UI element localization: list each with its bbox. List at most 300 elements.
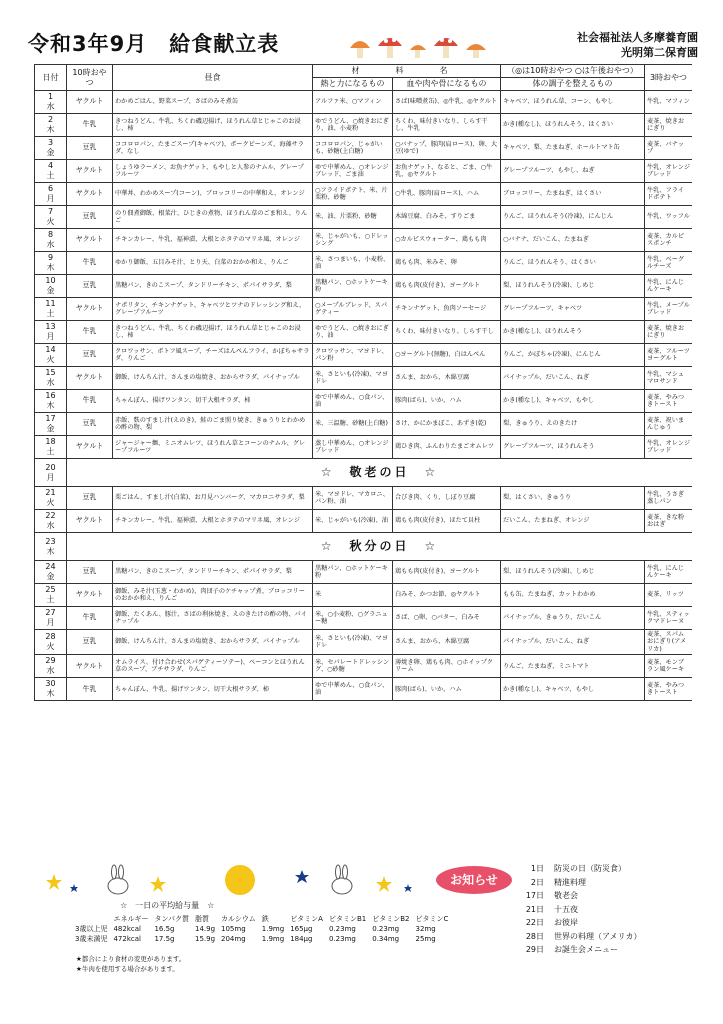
notice-badge-text: お知らせ: [450, 873, 498, 887]
events-list: [510, 862, 641, 957]
nutrition-cell: 3歳以上児: [75, 925, 108, 933]
energy-cell: 米、さといも(冷凍)、マヨドレ: [313, 630, 393, 655]
regulate-cell: りんご、たまねぎ、ミニトマト: [501, 655, 645, 678]
pm-snack-cell: 麦茶、リッツ: [645, 584, 693, 607]
weekday: 金: [46, 286, 55, 295]
lunch-cell: チキンカレー、牛乳、福神漬、大根とホタテのマリネ風、オレンジ: [113, 229, 313, 252]
regulate-cell: ブロッコリー、たまねぎ、はくさい: [501, 183, 645, 206]
nutrition-header: エネルギー: [113, 915, 149, 923]
energy-cell: ゆで中華めん、○食パン、油: [313, 390, 393, 413]
event-label: 防災の日（防災食）: [554, 864, 626, 873]
body-cell: 木綿豆腐、白みそ、すりごま: [393, 206, 501, 229]
am-snack-cell: 豆乳: [67, 137, 113, 160]
energy-cell: 米、さつまいも、小麦粉、油: [313, 252, 393, 275]
lunch-cell: 赤飯、麩のすまし汁(えのき)、鮭のごま照り焼き、きゅうりとわかめの酢の物、梨: [113, 413, 313, 436]
lunch-cell: ナポリタン、チキンナゲット、キャベツとツナのドレッシング和え、グレープフルーツ: [113, 298, 313, 321]
regulate-cell: パイナップル、だいこん、ねぎ: [501, 367, 645, 390]
body-cell: ○カルピスウォーター、鶏もも肉: [393, 229, 501, 252]
regulate-cell: 梨、はくさい、きゅうり: [501, 487, 645, 510]
body-cell: 白みそ、かつお節、◎ヤクルト: [393, 584, 501, 607]
regulate-cell: りんご、かぼちゃ(冷凍)、にんじん: [501, 344, 645, 367]
day-number: 30: [45, 679, 56, 689]
menu-row: [35, 183, 693, 206]
nutrition-cell: 184μg: [290, 935, 313, 943]
pm-snack-cell: 牛乳、うさぎ蒸しパン: [645, 487, 693, 510]
am-snack-cell: 牛乳: [67, 607, 113, 630]
regulate-cell: パイナップル、きゅうり、だいこん: [501, 607, 645, 630]
pm-snack-cell: 麦茶、やみつきトースト: [645, 678, 693, 701]
regulate-cell: キャベツ、梨、たまねぎ、ホールトマト缶: [501, 137, 645, 160]
weekday: 水: [46, 240, 55, 249]
lunch-cell: ゆかり御飯、五目みそ汁、とり天、白菜のおかか和え、りんご: [113, 252, 313, 275]
am-snack-cell: ヤクルト: [67, 367, 113, 390]
weekday: 木: [46, 689, 55, 699]
date-cell: [35, 561, 67, 584]
menu-row: [35, 206, 693, 229]
date-cell: [35, 298, 67, 321]
am-snack-cell: 豆乳: [67, 206, 113, 229]
menu-row: [35, 510, 693, 533]
regulate-cell: 梨、ほうれんそう(冷凍)、しめじ: [501, 275, 645, 298]
nutrition-cell: 25mg: [415, 935, 436, 943]
regulate-cell: かき(種なし)、ほうれんそう、はくさい: [501, 114, 645, 137]
date-cell: [35, 678, 67, 701]
nutrition-header-row: [72, 914, 451, 924]
pm-snack-cell: 牛乳、ベーグルチーズ: [645, 252, 693, 275]
date-cell: [35, 655, 67, 678]
body-cell: お魚ナゲット、なると、ごま、○牛乳、◎ヤクルト: [393, 160, 501, 183]
date-cell: [35, 321, 67, 344]
nutrition-cell: 15.9g: [194, 935, 216, 943]
nutrition-title: ☆ 一日の平均給与量 ☆: [120, 901, 215, 910]
lunch-cell: 中華丼、わかめスープ(コーン)、ブロッコリーの中華和え、オレンジ: [113, 183, 313, 206]
weekday: 水: [46, 521, 55, 530]
day-number: 29: [45, 656, 56, 666]
nutrition-header: ビタミンC: [415, 915, 449, 923]
energy-cell: 米: [313, 584, 393, 607]
day-number: 14: [45, 345, 56, 354]
day-number: 25: [45, 585, 56, 594]
lunch-cell: 御飯、けんちん汁、さんまの塩焼き、おからサラダ、パイナップル: [113, 367, 313, 390]
energy-cell: ゆで中華めん、○食パン、油: [313, 678, 393, 701]
am-snack-cell: 豆乳: [67, 275, 113, 298]
pm-snack-cell: 麦茶、モンブラン風ケーキ: [645, 655, 693, 678]
regulate-cell: グレープフルーツ、キャベツ: [501, 298, 645, 321]
date-cell: [35, 206, 67, 229]
am-snack-cell: ヤクルト: [67, 436, 113, 459]
body-cell: さば、○卵、○バター、白みそ: [393, 607, 501, 630]
energy-cell: 米、○小麦粉、○グラニュー糖: [313, 607, 393, 630]
rabbits-moon-decoration-icon: [40, 862, 420, 898]
am-snack-cell: ヤクルト: [67, 298, 113, 321]
pm-snack-cell: 麦茶、カルピスポンチ: [645, 229, 693, 252]
menu-row: [35, 390, 693, 413]
body-cell: 豚肉(ばら)、いか、ハム: [393, 678, 501, 701]
nutrition-cell: 32mg: [415, 925, 436, 933]
energy-cell: 黒糖パン、○ホットケーキ粉: [313, 275, 393, 298]
am-snack-cell: ヤクルト: [67, 160, 113, 183]
lunch-cell: 黒糖パン、きのこスープ、タンドリーチキン、ポパイサラダ、梨: [113, 275, 313, 298]
body-cell: 合びき肉、くり、しぼり豆腐: [393, 487, 501, 510]
menu-row: [35, 275, 693, 298]
nutrition-header: 鉄: [261, 915, 269, 923]
am-snack-cell: ヤクルト: [67, 655, 113, 678]
weekday: 金: [46, 148, 55, 157]
day-number: 16: [45, 391, 56, 400]
date-cell: [35, 533, 67, 561]
menu-row: [35, 436, 693, 459]
regulate-cell: りんご、ほうれんそう(冷凍)、にんじん: [501, 206, 645, 229]
body-cell: ちくわ、味付きいなり、しらす干し: [393, 321, 501, 344]
date-cell: [35, 584, 67, 607]
pm-snack-cell: 牛乳、スティックマドレーヌ: [645, 607, 693, 630]
body-cell: ちくわ、味付きいなり、しらす干し、牛乳: [393, 114, 501, 137]
weekday: 土: [46, 171, 55, 180]
weekday: 金: [46, 572, 55, 581]
body-cell: 鶏もも肉(皮付き)、ほたて貝柱: [393, 510, 501, 533]
day-number: 21: [45, 488, 56, 497]
event-day: 17日: [525, 891, 544, 900]
lunch-cell: ココロロパン、たまごスープ(キャベツ)、ポークビーンズ、海藻サラダ、なし: [113, 137, 313, 160]
regulate-cell: キャベツ、ほうれん草、コーン、もやし: [501, 91, 645, 114]
energy-cell: ○メープルブレッド、スパゲティー: [313, 298, 393, 321]
date-cell: [35, 367, 67, 390]
am-snack-cell: 牛乳: [67, 321, 113, 344]
pm-snack-cell: 牛乳、マフィン: [645, 91, 693, 114]
energy-cell: ココロロパン、じゃがいも、砂糖(上白糖): [313, 137, 393, 160]
date-cell: [35, 114, 67, 137]
day-number: 1: [47, 92, 54, 101]
date-cell: [35, 630, 67, 655]
col-materials-note: （◎は10時おやつ ○は午後おやつ）: [501, 65, 645, 78]
pm-snack-cell: 牛乳、オレンジブレッド: [645, 436, 693, 459]
body-cell: 鶏もも肉(皮付き)、ヨーグルト: [393, 561, 501, 584]
am-snack-cell: 牛乳: [67, 252, 113, 275]
nutrition-cell: 17.5g: [154, 935, 175, 943]
event-day: 22日: [525, 918, 544, 927]
menu-table: [34, 64, 692, 701]
am-snack-cell: 牛乳: [67, 678, 113, 701]
nutrition-header: タンパク質: [154, 915, 189, 923]
event-label: 十五夜: [554, 904, 578, 914]
nutrition-header: ビタミンB2: [372, 915, 410, 923]
day-number: 11: [45, 299, 56, 308]
menu-row: [35, 344, 693, 367]
date-cell: [35, 436, 67, 459]
event-item: [510, 889, 641, 903]
event-label: 精進料理: [554, 877, 586, 887]
col-date: 日付: [35, 65, 67, 91]
day-number: 28: [45, 632, 56, 642]
event-label: お誕生会メニュー: [554, 945, 618, 954]
pm-snack-cell: 牛乳、ワッフル: [645, 206, 693, 229]
pm-snack-cell: 牛乳、メープルブレッド: [645, 298, 693, 321]
day-number: 15: [45, 368, 56, 377]
date-cell: [35, 607, 67, 630]
lunch-cell: チキンカレー、牛乳、福神漬、大根とホタテのマリネ風、オレンジ: [113, 510, 313, 533]
regulate-cell: だいこん、たまねぎ、オレンジ: [501, 510, 645, 533]
menu-row: [35, 321, 693, 344]
pm-snack-cell: 麦茶、焼きおにぎり: [645, 114, 693, 137]
menu-table-wrap: [34, 64, 692, 851]
event-day: 29日: [525, 945, 544, 954]
regulate-cell: ○バナナ、だいこん、たまねぎ: [501, 229, 645, 252]
lunch-cell: 御飯、けんちん汁、さんまの塩焼き、おからサラダ、パイナップル: [113, 630, 313, 655]
date-cell: [35, 229, 67, 252]
regulate-cell: もも缶、たまねぎ、カットわかめ: [501, 584, 645, 607]
am-snack-cell: 豆乳: [67, 561, 113, 584]
menu-row: [35, 137, 693, 160]
event-day: 21日: [525, 904, 544, 914]
weekday: 水: [46, 102, 55, 111]
pm-snack-cell: 牛乳、マシュマロサンド: [645, 367, 693, 390]
weekday: 火: [46, 355, 55, 364]
page-title: 令和3年9月 給食献立表: [28, 32, 280, 56]
body-cell: 鶏もも肉、米みそ、卵: [393, 252, 501, 275]
am-snack-cell: ヤクルト: [67, 91, 113, 114]
nutrition-header: 脂質: [194, 915, 209, 923]
weekday: 月: [46, 332, 55, 341]
body-cell: チキンナゲット、魚肉ソーセージ: [393, 298, 501, 321]
am-snack-cell: 豆乳: [67, 413, 113, 436]
event-day: 2日: [530, 877, 544, 887]
nutrition-cell: 0.23mg: [372, 925, 400, 933]
am-snack-cell: ヤクルト: [67, 584, 113, 607]
pm-snack-cell: 牛乳、オレンジブレッド: [645, 160, 693, 183]
notice-badge-icon: [434, 864, 516, 896]
nutrition-cell: 482kcal: [113, 925, 141, 933]
event-day: 1日: [530, 864, 544, 873]
date-cell: [35, 344, 67, 367]
energy-cell: 米、じゃがいも、○ドレッシング: [313, 229, 393, 252]
pm-snack-cell: 麦茶、祝いまんじゅう: [645, 413, 693, 436]
note-line: ★都合により食材の変更があります。: [76, 955, 186, 963]
date-cell: [35, 487, 67, 510]
nutrition-cell: 204mg: [221, 935, 246, 943]
org-line-1: 社会福祉法人多摩養育園: [577, 31, 698, 44]
regulate-cell: かき(種なし)、キャベツ、もやし: [501, 390, 645, 413]
date-cell: [35, 91, 67, 114]
day-number: 17: [45, 414, 56, 423]
menu-row: [35, 229, 693, 252]
nutrition-cell: 14.9g: [194, 925, 216, 933]
pm-snack-cell: 牛乳、フライドポテト: [645, 183, 693, 206]
mushroom-decoration-icon: [344, 32, 494, 62]
nutrition-header: ビタミンB1: [328, 915, 367, 923]
nutrition-cell: 165μg: [290, 925, 313, 933]
date-cell: [35, 160, 67, 183]
date-cell: [35, 459, 67, 487]
nutrition-cell: 0.23mg: [328, 925, 356, 933]
lunch-cell: ジャージャー麺、ミニオムレツ、ほうれん草とコーンのナムル、グレープフルーツ: [113, 436, 313, 459]
nutrition-cell: 105mg: [221, 925, 246, 933]
nutrition-cell: 0.23mg: [328, 935, 356, 943]
nutrition-cell: 3歳未満児: [75, 935, 108, 943]
menu-row: [35, 678, 693, 701]
event-label: 世界の料理（アメリカ）: [554, 931, 642, 941]
energy-cell: ○フライドポテト、米、片栗粉、砂糖: [313, 183, 393, 206]
weekday: 火: [46, 217, 55, 226]
event-item: [510, 930, 641, 944]
lunch-cell: きつねうどん、牛乳、ちくわ磯辺揚げ、ほうれん草とじゃこのお浸し、柿: [113, 321, 313, 344]
holiday-name: ☆ 秋分の日 ☆: [67, 533, 693, 561]
lunch-cell: しょうゆラーメン、お魚ナゲット、もやしと人参のナムル、グレープフルーツ: [113, 160, 313, 183]
lunch-cell: きつねうどん、牛乳、ちくわ磯辺揚げ、ほうれん草とじゃこのお浸し、柿: [113, 114, 313, 137]
nutrition-row: [72, 924, 451, 934]
title-row: [28, 28, 698, 64]
weekday: 火: [46, 642, 55, 652]
date-cell: [35, 137, 67, 160]
body-cell: 鶏ひき肉、ふんわりたまごオムレツ: [393, 436, 501, 459]
lunch-cell: 栗ごはん、すまし汁(白菜)、お月見ハンバーグ、マカロニサラダ、梨: [113, 487, 313, 510]
energy-cell: 米、じゃがいも(冷凍)、油: [313, 510, 393, 533]
menu-row: [35, 655, 693, 678]
body-cell: ○牛乳、豚肉(肩ロース)、ハム: [393, 183, 501, 206]
holiday-row: [35, 459, 693, 487]
lunch-cell: オムライス、付け合わせ(スパゲティーソテー)、ベーコンとほうれん草のスープ、ブチサラダ、りんご: [113, 655, 313, 678]
menu-row: [35, 367, 693, 390]
energy-cell: ゆでうどん、○焼きおにぎり、油: [313, 321, 393, 344]
date-cell: [35, 510, 67, 533]
lunch-cell: クロワッサン、ポトフ風スープ、チーズはんぺんフライ、かぼちゃサラダ、りんご: [113, 344, 313, 367]
weekday: 木: [46, 401, 55, 410]
day-number: 22: [45, 511, 56, 520]
day-number: 23: [45, 536, 56, 546]
nutrition-header: カルシウム: [221, 915, 256, 923]
date-cell: [35, 413, 67, 436]
body-cell: さんま、おから、木綿豆腐: [393, 630, 501, 655]
menu-row: [35, 160, 693, 183]
weekday: 木: [46, 546, 55, 556]
energy-cell: 米、さといも(冷凍)、マヨドレ: [313, 367, 393, 390]
col-group-body: 血や肉や骨になるもの: [393, 78, 501, 91]
energy-cell: 米、油、片栗粉、砂糖: [313, 206, 393, 229]
col-am-snack: 10時おやつ: [67, 65, 113, 91]
event-item: [510, 862, 641, 876]
day-number: 8: [47, 230, 54, 239]
day-number: 24: [45, 562, 56, 571]
lunch-cell: 黒糖パン、きのこスープ、タンドリーチキン、ポパイサラダ、梨: [113, 561, 313, 584]
energy-cell: ゆでうどん、○焼きおにぎり、油、小麦粉: [313, 114, 393, 137]
day-number: 10: [45, 276, 56, 285]
org-line-2: 光明第二保育園: [621, 46, 698, 59]
footer: [40, 862, 690, 1012]
body-cell: さば(味噌煮缶)、◎牛乳、◎ヤクルト: [393, 91, 501, 114]
am-snack-cell: ヤクルト: [67, 183, 113, 206]
weekday: 木: [46, 263, 55, 272]
energy-cell: 蒸し中華めん、○オレンジブレッド: [313, 436, 393, 459]
energy-cell: 米、セパレートドレッシング、○砂糖: [313, 655, 393, 678]
body-cell: 豚肉(ばら)、いか、ハム: [393, 390, 501, 413]
am-snack-cell: ヤクルト: [67, 510, 113, 533]
menu-row: [35, 584, 693, 607]
date-cell: [35, 275, 67, 298]
regulate-cell: パイナップル、だいこん、ねぎ: [501, 630, 645, 655]
weekday: 水: [46, 378, 55, 387]
body-cell: さんま、おから、木綿豆腐: [393, 367, 501, 390]
weekday: 月: [46, 194, 55, 203]
lunch-cell: 御飯、みそ汁(玉葱・わかめ)、肉団子のケチャップ煮、ブロッコリーのおかか和え、りんご: [113, 584, 313, 607]
event-day: 28日: [525, 931, 544, 941]
col-group-regulate: 体の調子を整えるもの: [501, 78, 645, 91]
weekday: 火: [46, 498, 55, 507]
day-number: 18: [45, 437, 56, 446]
day-number: 3: [47, 138, 54, 147]
menu-row: [35, 487, 693, 510]
pm-snack-cell: 麦茶、焼きおにぎり: [645, 321, 693, 344]
pm-snack-cell: 麦茶、きな粉おはぎ: [645, 510, 693, 533]
weekday: 土: [46, 447, 55, 456]
event-label: お彼岸: [554, 918, 578, 927]
col-group-energy: 熱と力になるもの: [313, 78, 393, 91]
pm-snack-cell: 麦茶、バナップ: [645, 137, 693, 160]
weekday: 水: [46, 666, 55, 676]
pm-snack-cell: 麦茶、スパムおにぎり(アメリカ): [645, 630, 693, 655]
organization-name: [577, 30, 698, 60]
am-snack-cell: 豆乳: [67, 487, 113, 510]
lunch-cell: ちゃんぽん、牛乳、揚げワンタン、切干大根サラダ、柿: [113, 678, 313, 701]
menu-row: [35, 298, 693, 321]
energy-cell: 黒糖パン、○ホットケーキ粉: [313, 561, 393, 584]
day-number: 7: [47, 207, 54, 216]
pm-snack-cell: 麦茶、やみつきトースト: [645, 390, 693, 413]
holiday-row: [35, 533, 693, 561]
weekday: 土: [46, 309, 55, 318]
energy-cell: 米、マヨドレ、マカロニ、パン粉、油: [313, 487, 393, 510]
body-cell: ○ヨーグルト(無糖)、白はんぺん: [393, 344, 501, 367]
energy-cell: ゆで中華めん、○オレンジブレッド、ごま油: [313, 160, 393, 183]
menu-row: [35, 607, 693, 630]
lunch-cell: 御飯、たくあん、豚汁、さばの利休焼き、えのきたけの酢の物、パイナップル: [113, 607, 313, 630]
col-pm-snack: 3時おやつ: [645, 65, 693, 91]
col-materials: 材 料 名: [313, 65, 501, 78]
day-number: 2: [47, 115, 54, 124]
nutrition-cell: 1.9mg: [261, 925, 285, 933]
body-cell: ○バナップ、豚肉(肩ロース)、卵、大豆(ゆで): [393, 137, 501, 160]
day-number: 4: [47, 161, 54, 170]
day-number: 27: [45, 608, 56, 617]
am-snack-cell: 牛乳: [67, 114, 113, 137]
col-lunch: 昼食: [113, 65, 313, 91]
pm-snack-cell: 牛乳、にんじんケーキ: [645, 561, 693, 584]
nutrition-header: ビタミンA: [290, 915, 323, 923]
weekday: 土: [46, 595, 55, 604]
weekday: 木: [46, 125, 55, 134]
nutrition-table: [72, 914, 451, 944]
day-number: 13: [45, 322, 56, 331]
am-snack-cell: 豆乳: [67, 630, 113, 655]
holiday-name: ☆ 敬老の日 ☆: [67, 459, 693, 487]
nutrition-cell: 472kcal: [113, 935, 141, 943]
weekday: 月: [46, 618, 55, 627]
notes: [76, 954, 185, 974]
regulate-cell: グレープフルーツ、ほうれんそう: [501, 436, 645, 459]
date-cell: [35, 390, 67, 413]
weekday: 金: [46, 424, 55, 433]
lunch-cell: のり佃煮御飯、根菜汁、ひじきの煮物、ほうれん草のごま和え、りんご: [113, 206, 313, 229]
am-snack-cell: 牛乳: [67, 390, 113, 413]
nutrition-header: [72, 914, 110, 924]
energy-cell: 米、三温糖、砂糖(上白糖): [313, 413, 393, 436]
regulate-cell: グレープフルーツ、もやし、ねぎ: [501, 160, 645, 183]
menu-row: [35, 114, 693, 137]
date-cell: [35, 183, 67, 206]
menu-row: [35, 413, 693, 436]
menu-row: [35, 561, 693, 584]
event-item: [510, 903, 641, 917]
event-label: 敬老会: [554, 891, 578, 900]
day-number: 20: [45, 462, 56, 472]
